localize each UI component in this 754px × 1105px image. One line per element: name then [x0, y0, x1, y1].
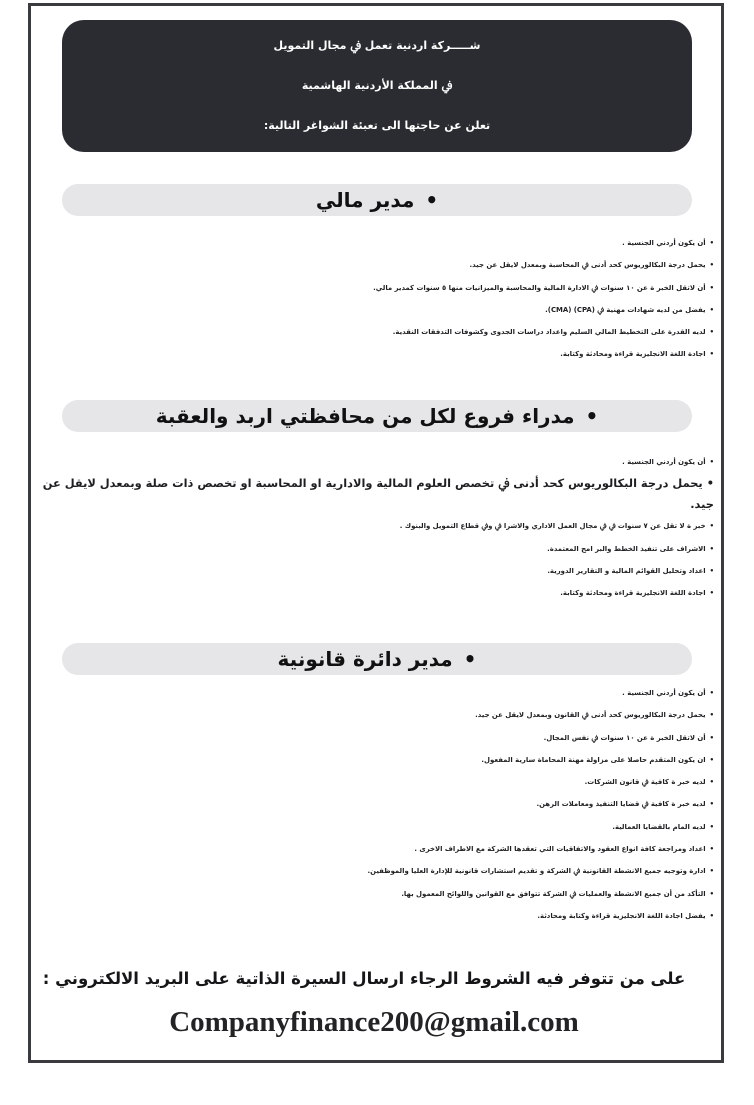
section-title-text: مدراء فروع لكل من محافظتي اربد والعقبة [155, 404, 575, 428]
requirement-item: •اعداد وتحليل القوائم المالية و التقارير الدورية. [34, 560, 714, 582]
requirement-item: •أن لاتقل الخبر ة عن ١٠ سنوات ﰲ نفس المجال. [34, 727, 714, 749]
bullet-icon: • [709, 711, 714, 720]
bullet-icon: • [709, 889, 714, 898]
bullet-icon: • [709, 845, 714, 854]
requirement-item: •اجادة اللغة الانجليزية قراءة ومحادثة وكتابة. [34, 343, 714, 365]
requirement-item: •أن يكون أردني الجنسية . [34, 232, 714, 254]
bullet-icon: • [709, 755, 714, 764]
requirement-item: •التأكد من أن جميع الانشطة والعمليات ﰲ الشركة تتوافق مع القوانين واللوائح المعمول بها. [34, 883, 714, 905]
bullet-icon: • [709, 305, 714, 314]
bullet-icon: • [709, 800, 714, 809]
contact-email[interactable]: Companyfinance200@gmail.com [169, 1006, 579, 1038]
section-title-legal-manager [62, 643, 692, 675]
section-title-text: مدير دائرة قانونية [277, 647, 453, 671]
bullet-icon: • [709, 733, 714, 742]
bullet-icon: • [709, 822, 714, 831]
bullet-icon: • [425, 188, 439, 212]
section-title-branch-managers [62, 400, 692, 432]
legal-manager-requirements [34, 682, 714, 927]
requirement-item: •يحمل درجة البكالوريوس كحد أدنى ﰲ تخصص العلوم المالية والادارية او المحاسبة او تخصص ذات صلة وبمعدل لايقل عن جيد. [34, 473, 714, 515]
requirement-item: •لديه خبر ة كافية ﰲ قضايا التنفيذ ومعاملات الرهن. [34, 793, 714, 815]
bullet-icon: • [709, 283, 714, 292]
header-line-company: شـــــركة اردنية تعمل ﰲ مجال التمويل [273, 39, 481, 52]
bullet-icon: • [706, 476, 714, 491]
bullet-icon: • [709, 544, 714, 553]
financial-manager-requirements [34, 232, 714, 366]
bullet-icon: • [709, 458, 714, 466]
requirement-item: •يفضل من لديه شهادات مهنية ﰲ (CPA) (CMA). [34, 299, 714, 321]
requirement-item: •ادارة وتوجيه جميع الانشطة القانونية ﰲ الشركة و تقديم استشارات قانونية للإدارة العليا والموظفين. [34, 860, 714, 882]
header-line-announcement: تعلن عن حاجتها الى تعبئة الشواغر التالية: [263, 119, 491, 132]
bullet-icon: • [709, 328, 714, 337]
requirement-item: •لديه خبر ة كافية ﰲ قانون الشركات. [34, 771, 714, 793]
company-announcement-header [62, 20, 692, 152]
section-title-text: مدير مالي [315, 188, 415, 212]
requirement-item: •اعداد ومراجعة كافة انواع العقود والاتفاقيات التي تعقدها الشركة مع الاطراف الاخرى . [34, 838, 714, 860]
requirement-item: •لديه القدرة على التخطيط المالي السليم واعداد دراسات الجدوى وكشوفات التدفقات النقدية. [34, 321, 714, 343]
bullet-icon: • [709, 239, 714, 247]
requirement-item: •ان يكون المتقدم حاصلا على مزاولة مهنة المحاماة سارية المفعول. [34, 749, 714, 771]
bullet-icon: • [709, 522, 714, 531]
requirement-item: •لديه المام بالقضايا العمالية. [34, 816, 714, 838]
bullet-icon: • [709, 689, 714, 697]
bullet-icon: • [709, 350, 714, 359]
requirement-item: •يحمل درجة البكالوريوس كحد أدنى ﰲ القانون وبمعدل لايقل عن جيد. [34, 704, 714, 726]
requirement-item: •أن يكون أردني الجنسية . [34, 451, 714, 473]
requirement-item: •يحمل درجة البكالوريوس كحد أدنى ﰲ المحاسبة وبمعدل لايقل عن جيد. [34, 254, 714, 276]
requirement-item: •خبر ة لا تقل عن ٧ سنوات ﰲ ﰲ مجال العمل الاداري والاشرا ﰲ وﰲ قطاع التمويل والبنوك . [34, 515, 714, 537]
bullet-icon: • [709, 261, 714, 270]
bullet-icon: • [709, 589, 714, 598]
requirement-item: •اجادة اللغة الانجليزية قراءة ومحادثة وكتابة. [34, 582, 714, 604]
bullet-icon: • [463, 647, 477, 671]
section-title-financial-manager [62, 184, 692, 216]
bullet-icon: • [709, 566, 714, 575]
header-line-country: ﰲ المملكة الأردنية الهاشمية [301, 79, 453, 92]
requirement-item: •يفضل اجادة اللغة الانجليزية قراءة وكتابة ومحادثة. [34, 905, 714, 927]
bullet-icon: • [709, 911, 714, 920]
requirement-item: •أن لاتقل الخبر ة عن ١٠ سنوات ﰲ الادارة المالية والمحاسبة والميزانيات منها ٥ سنوات كمدير مالي. [34, 277, 714, 299]
bullet-icon: • [585, 404, 599, 428]
bullet-icon: • [709, 867, 714, 876]
bullet-icon: • [709, 778, 714, 787]
application-instruction: على من تتوفر فيه الشروط الرجاء ارسال السيرة الذاتية على البريد الالكتروني : [42, 969, 686, 988]
requirement-item: •أن يكون أردني الجنسية . [34, 682, 714, 704]
branch-managers-requirements [34, 451, 714, 604]
requirement-item: •الاشراف على تنفيذ الخطط والبر امج المعتمدة. [34, 538, 714, 560]
